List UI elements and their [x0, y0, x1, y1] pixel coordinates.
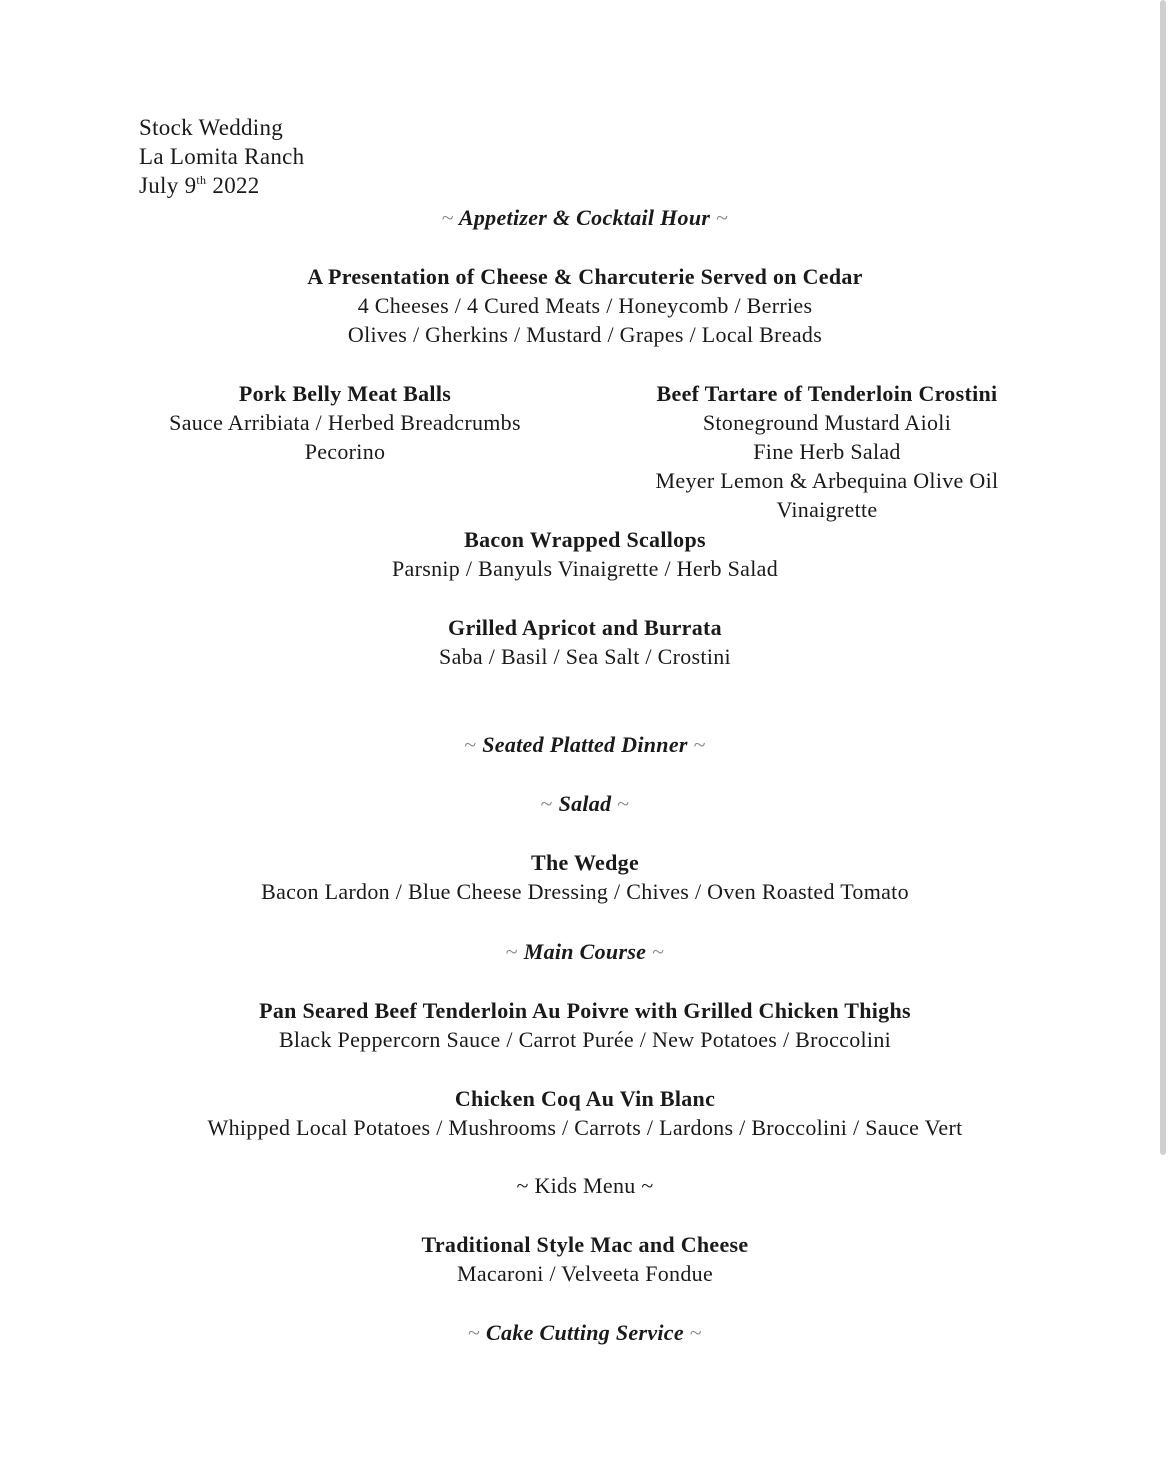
dish-desc-pork-1: Sauce Arribiata / Herbed Breadcrumbs	[169, 410, 521, 435]
dish-desc-scallops: Parsnip / Banyuls Vinaigrette / Herb Salad	[391, 556, 779, 581]
dish-desc-charcuterie-2: Olives / Gherkins / Mustard / Grapes / Local Breads	[347, 322, 823, 347]
section-cake: ~ Cake Cutting Service ~	[468, 1320, 702, 1345]
dish-desc-tartare-2: Fine Herb Salad	[753, 439, 901, 464]
dish-desc-tartare-4: Vinaigrette	[776, 497, 878, 522]
dish-title-wedge: The Wedge	[530, 850, 640, 875]
section-salad: ~ Salad ~	[540, 791, 630, 816]
dish-title-beef: Pan Seared Beef Tenderloin Au Poivre with Grilled Chicken Thighs	[259, 998, 911, 1023]
dish-desc-tartare-1: Stoneground Mustard Aioli	[702, 410, 952, 435]
dish-title-burrata: Grilled Apricot and Burrata	[448, 615, 722, 640]
dish-title-scallops: Bacon Wrapped Scallops	[464, 527, 706, 552]
dish-desc-chicken: Whipped Local Potatoes / Mushrooms / Carrots / Lardons / Broccolini / Sauce Vert	[207, 1115, 963, 1140]
dish-desc-mac: Macaroni / Velveeta Fondue	[456, 1261, 714, 1286]
dish-title-tartare: Beef Tartare of Tenderloin Crostini	[656, 381, 998, 406]
dish-title-pork: Pork Belly Meat Balls	[238, 381, 452, 406]
dish-title-chicken: Chicken Coq Au Vin Blanc	[454, 1086, 716, 1111]
dish-desc-pork-2: Pecorino	[304, 439, 386, 464]
dish-desc-tartare-3: Meyer Lemon & Arbequina Olive Oil	[655, 468, 999, 493]
menu-header	[139, 113, 304, 200]
venue-name: La Lomita Ranch	[139, 144, 305, 169]
section-dinner: ~ Seated Platted Dinner ~	[464, 732, 706, 757]
section-appetizer: ~ Appetizer & Cocktail Hour ~	[441, 205, 729, 230]
dish-title-mac: Traditional Style Mac and Cheese	[421, 1232, 749, 1257]
dish-desc-wedge: Bacon Lardon / Blue Cheese Dressing / Chives / Oven Roasted Tomato	[261, 879, 909, 904]
dish-desc-burrata: Saba / Basil / Sea Salt / Crostini	[439, 644, 731, 669]
event-date: July 9th 2022	[139, 173, 260, 198]
dish-title-charcuterie: A Presentation of Cheese & Charcuterie Served on Cedar	[307, 264, 863, 289]
dish-desc-beef: Black Peppercorn Sauce / Carrot Purée / New Potatoes / Broccolini	[278, 1027, 892, 1052]
event-name: Stock Wedding	[139, 115, 284, 140]
section-kids-menu: ~ Kids Menu ~	[516, 1173, 654, 1198]
dish-desc-charcuterie-1: 4 Cheeses / 4 Cured Meats / Honeycomb / Berries	[357, 293, 813, 318]
section-main-course: ~ Main Course ~	[505, 939, 665, 964]
